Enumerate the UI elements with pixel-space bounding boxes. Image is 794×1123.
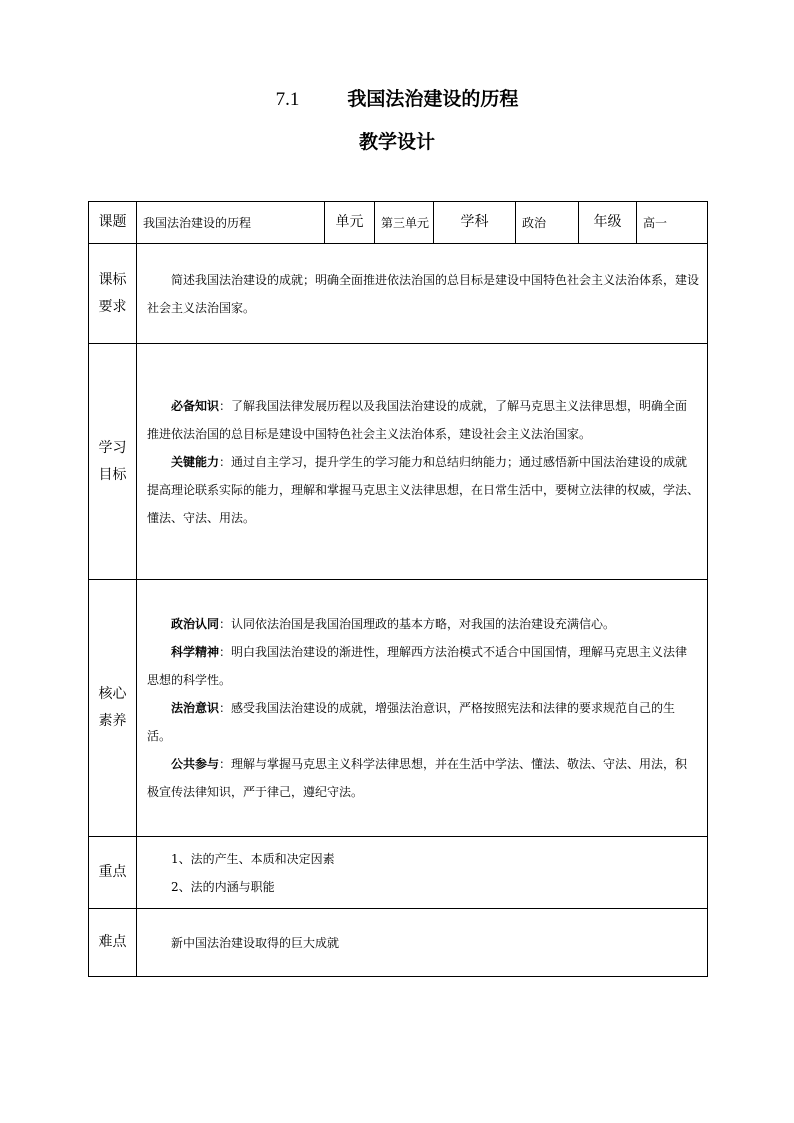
grade-value: 高一 [637, 202, 708, 244]
grade-label: 年级 [579, 202, 637, 244]
objective-item: 关键能力：通过自主学习，提升学生的学习能力和总结归纳能力；通过感悟新中国法治建设的成就提高理论联系实际的能力，理解和掌握马克思主义法律思想，在日常生活中，要树立法律的权威，学法、懂法、守法、用法。 [147, 454, 700, 525]
literacy-label: 核心 素养 [89, 580, 137, 837]
lesson-plan-table [88, 201, 708, 977]
key-points-content [137, 837, 708, 909]
difficulty-label: 难点 [89, 909, 137, 977]
subject-value: 政治 [516, 202, 579, 244]
key-point-item: 2、法的内涵与职能 [171, 879, 275, 894]
literacy-item: 政治认同：认同依法治国是我国治国理政的基本方略，对我国的法治建设充满信心。 [171, 617, 616, 631]
topic-label: 课题 [89, 202, 137, 244]
curriculum-label: 课标 要求 [89, 244, 137, 344]
difficulty-row [89, 909, 708, 977]
key-points-row [89, 837, 708, 909]
curriculum-content [137, 244, 708, 344]
literacy-item: 法治意识：感受我国法治建设的成就，增强法治意识，严格按照宪法和法律的要求规范自己的生活。 [147, 701, 676, 743]
section-number: 7.1 [275, 89, 300, 110]
key-points-label: 重点 [89, 837, 137, 909]
lesson-title: 我国法治建设的历程 [347, 88, 519, 110]
literacy-item: 公共参与：理解与掌握马克思主义科学法律思想，并在生活中学法、懂法、敬法、守法、用法，积极宣传法律知识，严于律己，遵纪守法。 [147, 757, 688, 799]
unit-label: 单元 [325, 202, 375, 244]
topic-value: 我国法治建设的历程 [137, 202, 325, 244]
document-title [0, 84, 794, 111]
curriculum-text: 简述我国法治建设的成就；明确全面推进依法治国的总目标是建设中国特色社会主义法治体系，建设社会主义法治国家。 [147, 272, 700, 315]
difficulty-text: 新中国法治建设取得的巨大成就 [171, 935, 340, 950]
curriculum-row [89, 244, 708, 344]
objectives-content [137, 344, 708, 580]
document-subtitle: 教学设计 [358, 131, 435, 153]
unit-value: 第三单元 [375, 202, 434, 244]
subject-label: 学科 [434, 202, 516, 244]
literacy-content [137, 580, 708, 837]
header-row [89, 202, 708, 244]
literacy-item: 科学精神：明白我国法治建设的渐进性，理解西方法治模式不适合中国国情，理解马克思主义法律思想的科学性。 [147, 645, 688, 687]
key-point-item: 1、法的产生、本质和决定因素 [171, 851, 335, 866]
difficulty-content [137, 909, 708, 977]
objectives-label: 学习 目标 [89, 344, 137, 580]
objectives-row [89, 344, 708, 580]
objective-item: 必备知识：了解我国法律发展历程以及我国法治建设的成就，了解马克思主义法律思想，明确全面推进依法治国的总目标是建设中国特色社会主义法治体系，建设社会主义法治国家。 [147, 398, 688, 441]
literacy-row [89, 580, 708, 837]
